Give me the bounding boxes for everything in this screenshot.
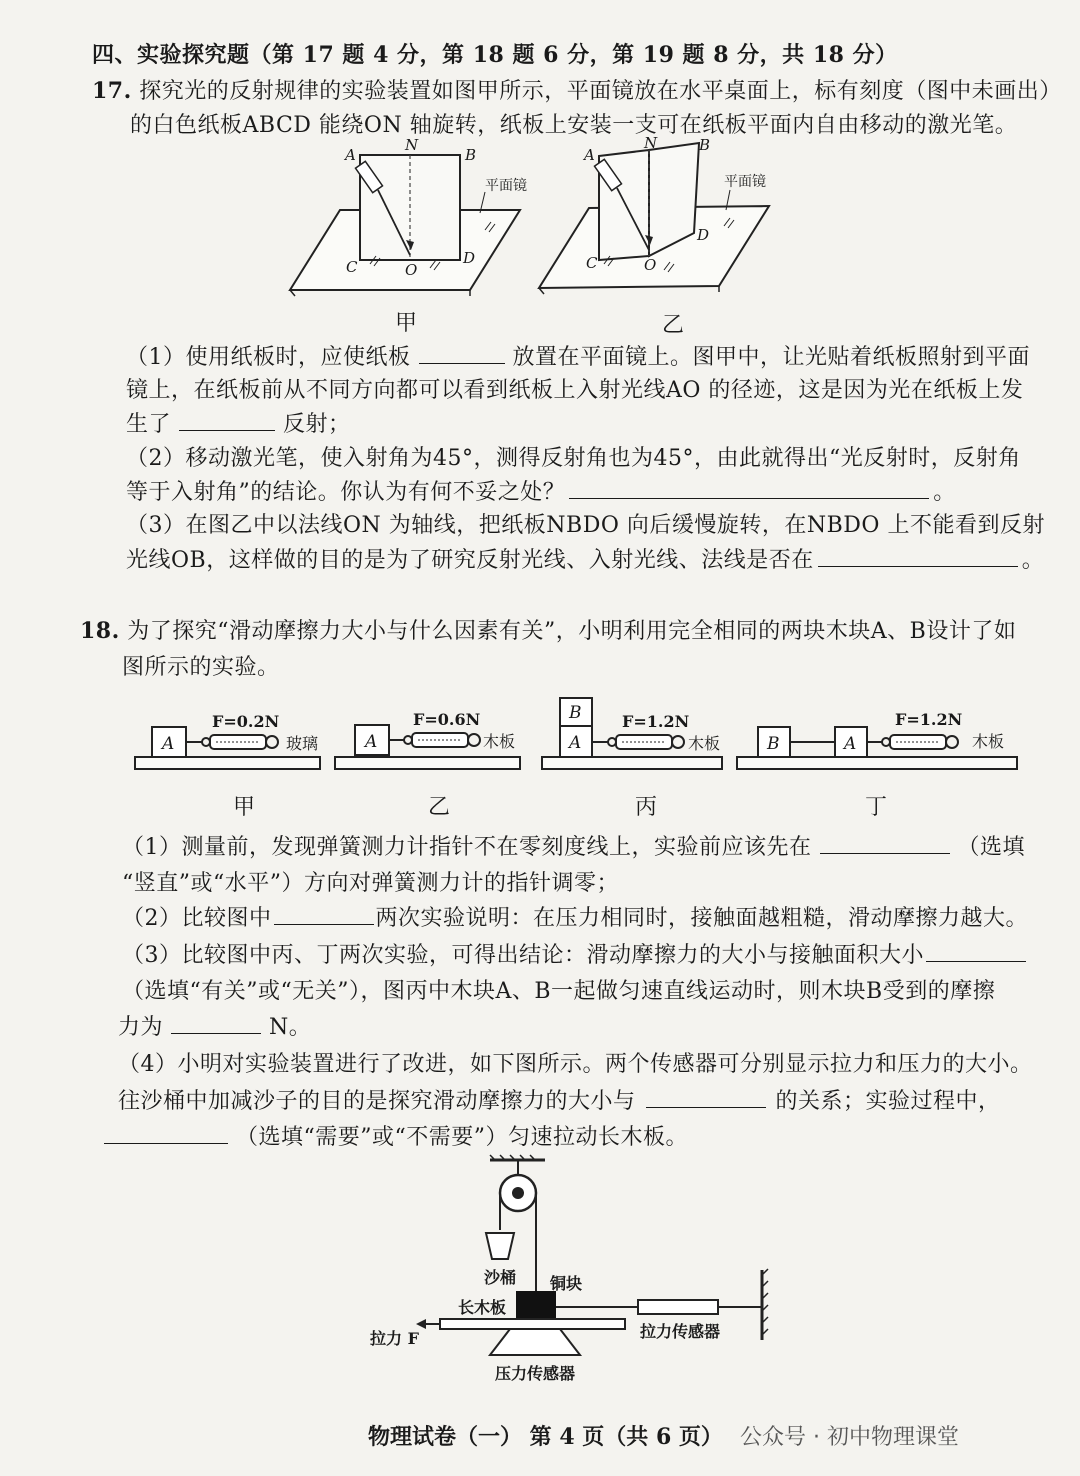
q18-p4-line1: （4）小明对实验装置进行了改进，如下图所示。两个传感器可分别显示拉力和压力的大小。: [118, 1052, 1033, 1077]
q17-stem-line1: [92, 74, 1062, 105]
figure-ding: [737, 710, 1017, 769]
block-B: B: [767, 734, 780, 754]
surface-label: 玻璃: [286, 734, 319, 753]
force-label: F=0.6N: [413, 710, 481, 729]
label-sand-bucket: 沙桶: [484, 1268, 517, 1287]
answer-blank[interactable]: [419, 341, 505, 364]
q18-stem-text1: 为了探究“滑动摩擦力大小与什么因素有关”，小明利用完全相同的两块木块A、B设计了如: [127, 619, 1017, 644]
q17-p3-text-a: 光线OB，这样做的目的是为了研究反射光线、入射光线、法线是否在: [126, 548, 814, 573]
figure-caption-yi: 乙: [662, 313, 685, 338]
q17-p3-line2: [126, 543, 1044, 574]
q18-p2-line1: [122, 901, 1028, 932]
q17-p1-line2: 镜上，在纸板前从不同方向都可以看到纸板上入射光线AO 的径迹，这是因为光在纸板上发: [126, 378, 1024, 403]
copper-block: [516, 1291, 556, 1319]
label-C: C: [586, 254, 598, 272]
q17-p1-text-a: （1）使用纸板时，应使纸板: [126, 345, 411, 370]
label-long-board: 长木板: [458, 1298, 507, 1317]
label-C: C: [346, 258, 358, 276]
answer-blank[interactable]: [926, 939, 1026, 962]
q18-p3-line1: [122, 938, 1026, 969]
force-label: F=1.2N: [895, 710, 963, 729]
q18-apparatus-diagram: [370, 1155, 790, 1395]
q17-number: 17.: [92, 78, 132, 104]
block-B: B: [569, 703, 582, 723]
q17-p3-text-b: 。: [1021, 548, 1045, 573]
label-pressure-sensor: 压力传感器: [495, 1364, 576, 1383]
watermark: 公众号 · 初中物理课堂: [740, 1425, 959, 1450]
q18-p2-text-b: 两次实验说明：在压力相同时，接触面越粗糙，滑动摩擦力越大。: [375, 906, 1029, 931]
q18-number: 18.: [80, 618, 120, 644]
answer-blank[interactable]: [818, 544, 1018, 567]
figure-caption-ding: 丁: [865, 795, 888, 820]
q18-p4-text-c: （选填“需要”或“不需要”）匀速拉动长木板。: [236, 1125, 688, 1150]
q18-p3-line2: （选填“有关”或“无关”），图丙中木块A、B一起做匀速直线运动时，则木块B受到的摩擦: [122, 979, 996, 1004]
answer-blank[interactable]: [820, 831, 950, 854]
label-mirror: 平面镜: [485, 178, 527, 194]
pressure-sensor: [490, 1329, 580, 1355]
page-footer: 物理试卷（一） 第 4 页（共 6 页）: [368, 1424, 723, 1450]
figure-jia: [135, 712, 320, 769]
answer-blank[interactable]: [569, 476, 929, 499]
q17-p1-text-c: 生了: [126, 412, 172, 437]
force-label: F=0.2N: [212, 712, 280, 731]
label-mirror: 平面镜: [724, 174, 766, 190]
figure-caption-bing: 丙: [635, 795, 658, 820]
figure-caption-yi: 乙: [428, 795, 451, 820]
q18-p4-text-b: 的关系；实验过程中，: [775, 1089, 1001, 1114]
q18-p3-line3: [118, 1010, 311, 1041]
q18-p1-text-a: （1）测量前，发现弹簧测力计指针不在零刻度线上，实验前应该先在: [122, 835, 812, 860]
block-A: A: [365, 732, 378, 752]
q18-p2-text-a: （2）比较图中: [122, 906, 272, 931]
q18-p3-text-c: 力为: [118, 1015, 164, 1040]
tension-sensor: [638, 1300, 718, 1314]
q18-p4-text-a: 往沙桶中加减沙子的目的是探究滑动摩擦力的大小与: [118, 1089, 636, 1114]
q18-p1-line2: “竖直”或“水平”）方向对弹簧测力计的指针调零；: [122, 871, 619, 896]
answer-blank[interactable]: [274, 902, 374, 925]
label-O: O: [405, 261, 418, 279]
label-N: N: [644, 134, 658, 152]
label-B: B: [699, 136, 711, 154]
label-tension-sensor: 拉力传感器: [640, 1322, 721, 1341]
label-A: A: [345, 146, 356, 164]
long-board: [440, 1319, 625, 1329]
block-A: A: [569, 733, 582, 753]
label-B: B: [465, 146, 477, 164]
figure-yi: [335, 710, 520, 769]
q17-figure-yi: [534, 134, 779, 298]
surface-label: 木板: [688, 734, 721, 753]
q17-p1-line1: [126, 340, 1030, 371]
label-O: O: [644, 256, 657, 274]
q17-p2-line2: [126, 475, 956, 506]
q17-stem-line2: 的白色纸板ABCD 能绕ON 轴旋转，纸板上安装一支可在纸板平面内自由移动的激光笔。: [130, 113, 1018, 138]
label-D: D: [697, 226, 710, 244]
figure-caption-jia: 甲: [395, 311, 418, 336]
q17-p1-text-d: 反射；: [283, 412, 351, 437]
q18-p1-line1: [122, 830, 1025, 861]
q17-stem-text1: 探究光的反射规律的实验装置如图甲所示，平面镜放在水平桌面上，标有刻度（图中未画出）: [139, 79, 1062, 104]
label-copper-block: 铜块: [550, 1274, 583, 1293]
answer-blank[interactable]: [646, 1085, 766, 1108]
label-D: D: [463, 249, 476, 267]
q18-p4-line3: [104, 1120, 688, 1151]
q18-p3-text-d: N。: [269, 1015, 312, 1040]
section-heading: 四、实验探究题（第 17 题 4 分，第 18 题 6 分，第 19 题 8 分，共 18 分）: [92, 42, 898, 68]
q17-p1-text-b: 放置在平面镜上。图甲中，让光贴着纸板照射到平面: [512, 345, 1031, 370]
answer-blank[interactable]: [104, 1121, 228, 1144]
figure-caption-jia: 甲: [233, 795, 256, 820]
answer-blank[interactable]: [179, 408, 275, 431]
q17-p2-text-b: 。: [933, 480, 956, 505]
label-A: A: [584, 146, 595, 164]
surface-label: 木板: [972, 732, 1005, 751]
label-pull-force: 拉力 F: [370, 1329, 419, 1348]
q17-p1-line3: [126, 407, 351, 438]
block-A: A: [844, 734, 857, 754]
label-N: N: [405, 136, 419, 154]
force-label: F=1.2N: [622, 712, 690, 731]
block-A: A: [162, 734, 175, 754]
surface-label: 木板: [483, 732, 516, 751]
q18-p1-text-b: （选填: [957, 835, 1026, 860]
answer-blank[interactable]: [171, 1011, 261, 1034]
q18-stem-line2: 图所示的实验。: [122, 655, 280, 680]
q17-p2-line1: （2）移动激光笔，使入射角为45°，测得反射角也为45°，由此就得出“光反射时，反射角: [126, 446, 1021, 471]
sand-bucket: [486, 1233, 514, 1259]
q17-figure-jia: [290, 136, 530, 300]
q17-p2-text-a: 等于入射角”的结论。你认为有何不妥之处？: [126, 480, 566, 505]
q18-p3-text-a: （3）比较图中丙、丁两次实验，可得出结论：滑动摩擦力的大小与接触面积大小: [122, 943, 924, 968]
q18-figure-row: [130, 695, 1030, 780]
q18-stem-line1: [80, 614, 1016, 645]
q18-p4-line2: [118, 1084, 1001, 1115]
q17-p3-line1: （3）在图乙中以法线ON 为轴线，把纸板NBDO 向后缓慢旋转，在NBDO 上不能看到反射: [126, 513, 1045, 538]
figure-bing: [542, 698, 722, 769]
